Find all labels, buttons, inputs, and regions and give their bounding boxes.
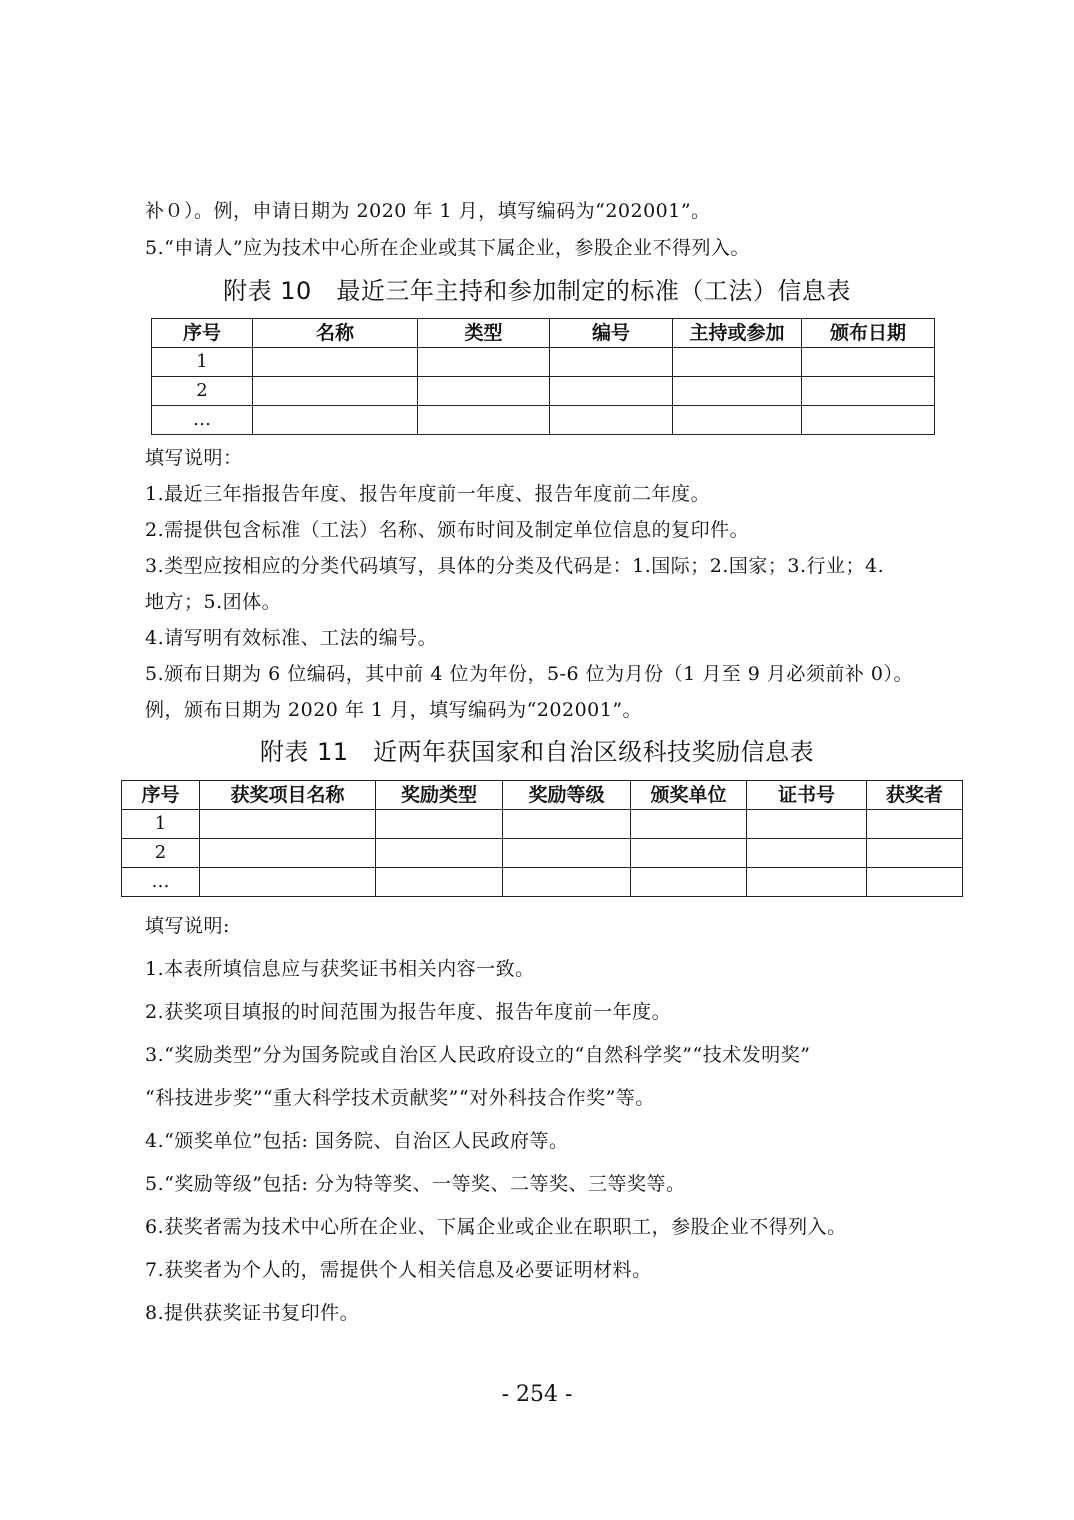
notes10-item: 2.需提供包含标准（工法）名称、颁布时间及制定单位信息的复印件。 xyxy=(145,519,750,541)
table-cell[interactable] xyxy=(376,839,503,868)
header-cell: 颁布日期 xyxy=(802,319,935,348)
notes10-item: 1.最近三年指报告年度、报告年度前一年度、报告年度前二年度。 xyxy=(145,483,711,505)
table10-title: 附表 10 最近三年主持和参加制定的标准（工法）信息表 xyxy=(223,277,851,305)
notes10-heading: 填写说明： xyxy=(145,447,243,469)
table-cell[interactable] xyxy=(503,810,631,839)
table-cell[interactable] xyxy=(550,348,673,377)
notes10-item: 4.请写明有效标准、工法的编号。 xyxy=(145,627,438,649)
header-cell: 证书号 xyxy=(747,781,867,810)
header-cell: 编号 xyxy=(550,319,673,348)
row-number: 1 xyxy=(122,810,200,839)
table-cell[interactable] xyxy=(503,839,631,868)
page-number: - 254 - xyxy=(501,1382,573,1407)
table11 xyxy=(121,780,963,897)
notes11-item: 7.获奖者为个人的，需提供个人相关信息及必要证明材料。 xyxy=(145,1259,652,1281)
notes11-item: 8.提供获奖证书复印件。 xyxy=(145,1302,360,1324)
notes10-item: 3.类型应按相应的分类代码填写，具体的分类及代码是：1.国际；2.国家；3.行业；4. xyxy=(145,555,885,577)
table-cell[interactable] xyxy=(376,868,503,897)
header-cell: 序号 xyxy=(152,319,253,348)
notes10-item: 5.颁布日期为 6 位编码，其中前 4 位为年份，5-6 位为月份（1 月至 9 月必须前补 0）。 xyxy=(145,663,914,685)
table-cell[interactable] xyxy=(376,810,503,839)
header-cell: 类型 xyxy=(418,319,550,348)
note-applicant: 5.“申请人”应为技术中心所在企业或其下属企业，参股企业不得列入。 xyxy=(145,237,751,259)
note-continuation: 补０）。例，申请日期为 2020 年 1 月，填写编码为“202001”。 xyxy=(145,200,711,222)
header-cell: 名称 xyxy=(253,319,418,348)
table-cell[interactable] xyxy=(673,406,802,435)
row-number: 2 xyxy=(122,839,200,868)
table-cell[interactable] xyxy=(418,406,550,435)
header-cell: 奖励类型 xyxy=(376,781,503,810)
notes11-item: 4.“颁奖单位”包括: 国务院、自治区人民政府等。 xyxy=(145,1130,569,1152)
table-cell[interactable] xyxy=(802,406,935,435)
header-cell: 序号 xyxy=(122,781,200,810)
table-header-row xyxy=(122,781,963,810)
table-cell[interactable] xyxy=(550,377,673,406)
row-number: 1 xyxy=(152,348,253,377)
table-row xyxy=(152,348,935,377)
table-cell[interactable] xyxy=(802,348,935,377)
notes11-item: 3.“奖励类型”分为国务院或自治区人民政府设立的“自然科学奖”“技术发明奖” xyxy=(145,1044,811,1066)
table-cell[interactable] xyxy=(747,868,867,897)
table-cell[interactable] xyxy=(418,377,550,406)
table-cell[interactable] xyxy=(673,348,802,377)
notes11-item: “科技进步奖”“重大科学技术贡献奖”“对外科技合作奖”等。 xyxy=(145,1087,655,1109)
table-cell[interactable] xyxy=(747,810,867,839)
table-row xyxy=(122,810,963,839)
notes11-item: 6.获奖者需为技术中心所在企业、下属企业或企业在职职工，参股企业不得列入。 xyxy=(145,1216,847,1238)
table-cell[interactable] xyxy=(418,348,550,377)
notes11-item: 1.本表所填信息应与获奖证书相关内容一致。 xyxy=(145,958,535,980)
notes10-item: 地方；5.团体。 xyxy=(145,591,282,613)
table-cell[interactable] xyxy=(253,377,418,406)
table-cell[interactable] xyxy=(550,406,673,435)
table10 xyxy=(151,318,935,435)
notes11-item: 2.获奖项目填报的时间范围为报告年度、报告年度前一年度。 xyxy=(145,1001,672,1023)
row-number: … xyxy=(152,406,253,435)
table-cell[interactable] xyxy=(253,348,418,377)
table-cell[interactable] xyxy=(867,810,963,839)
header-cell: 颁奖单位 xyxy=(631,781,747,810)
table-cell[interactable] xyxy=(631,839,747,868)
table-cell[interactable] xyxy=(200,810,376,839)
table-row xyxy=(152,377,935,406)
table-cell[interactable] xyxy=(200,839,376,868)
table-cell[interactable] xyxy=(253,406,418,435)
header-cell: 奖励等级 xyxy=(503,781,631,810)
table-row xyxy=(122,839,963,868)
table-cell[interactable] xyxy=(673,377,802,406)
table-header-row xyxy=(152,319,935,348)
notes11-item: 5.“奖励等级”包括: 分为特等奖、一等奖、二等奖、三等奖等。 xyxy=(145,1173,686,1195)
table-cell[interactable] xyxy=(802,377,935,406)
header-cell: 获奖项目名称 xyxy=(200,781,376,810)
table-cell[interactable] xyxy=(867,839,963,868)
row-number: … xyxy=(122,868,200,897)
table-cell[interactable] xyxy=(747,839,867,868)
header-cell: 主持或参加 xyxy=(673,319,802,348)
table-cell[interactable] xyxy=(200,868,376,897)
table11-title: 附表 11 近两年获国家和自治区级科技奖励信息表 xyxy=(259,738,815,766)
row-number: 2 xyxy=(152,377,253,406)
table-cell[interactable] xyxy=(503,868,631,897)
notes11-heading: 填写说明: xyxy=(145,915,230,937)
table-cell[interactable] xyxy=(867,868,963,897)
table-cell[interactable] xyxy=(631,810,747,839)
table-cell[interactable] xyxy=(631,868,747,897)
table-row xyxy=(122,868,963,897)
notes10-item: 例，颁布日期为 2020 年 1 月，填写编码为“202001”。 xyxy=(145,699,643,721)
header-cell: 获奖者 xyxy=(867,781,963,810)
table-row xyxy=(152,406,935,435)
